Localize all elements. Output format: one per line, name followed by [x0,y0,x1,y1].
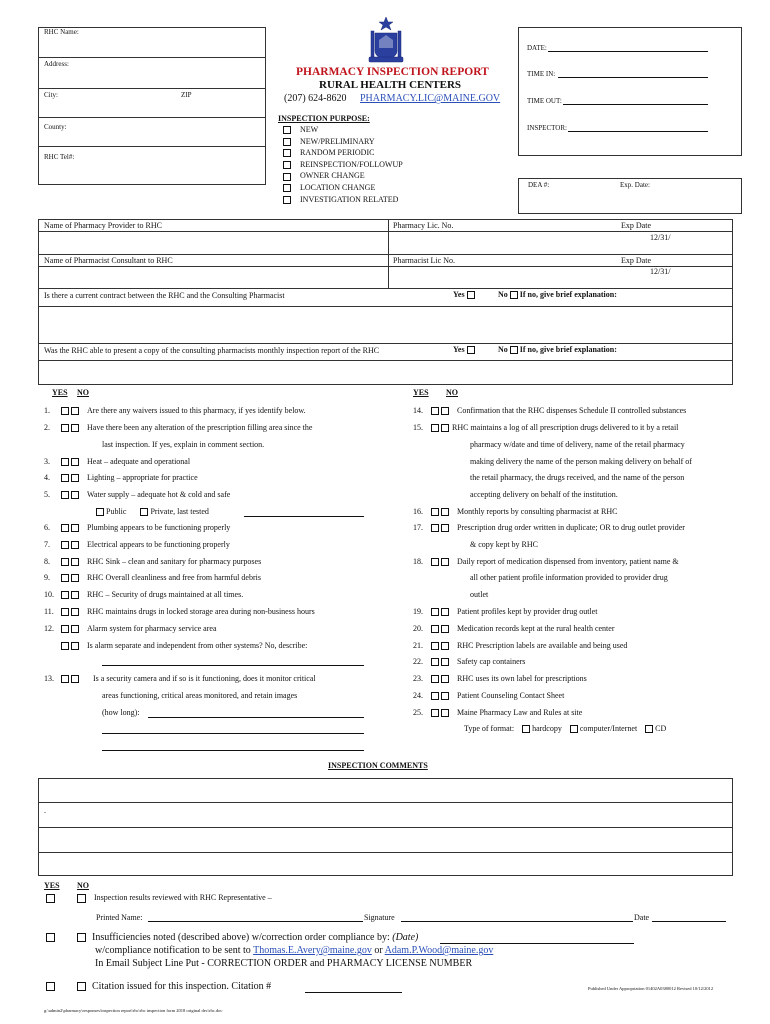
purpose-option[interactable]: NEW/PRELIMINARY [283,137,403,149]
checkbox[interactable] [61,558,69,566]
format-row: Type of format: hardcopy computer/Internet CD [464,724,667,733]
checkbox[interactable] [61,574,69,582]
checkbox[interactable] [431,524,439,532]
checkbox[interactable] [522,725,530,733]
exp-date-value[interactable]: 12/31/ [650,233,671,242]
checkbox[interactable] [71,474,79,482]
dea-label: DEA #: [528,181,550,189]
email-link[interactable]: Thomas.E.Avery@maine.gov [253,945,372,956]
yes-header-footer: YES [44,881,60,890]
checkbox[interactable] [441,675,449,683]
checkbox[interactable] [441,407,449,415]
report-no[interactable]: No If no, give brief explanation: [498,345,617,354]
pharmacy-lic-label: Pharmacy Lic. No. [393,221,454,230]
checklist-item-25: 25. Maine Pharmacy Law and Rules at site [413,708,583,717]
report-subtitle: RURAL HEALTH CENTERS [319,79,462,91]
checkbox[interactable] [77,894,86,903]
checkbox[interactable] [283,184,291,192]
checklist-item-20: 20. Medication records kept at the rural health center [413,624,615,633]
contract-question: Is there a current contract between the RHC and the Consulting Pharmacist [44,291,285,300]
maine-seal-logo [366,16,406,64]
no-header-footer: NO [77,881,89,890]
checklist-item-5: 5. Water supply – adequate hot & cold and safe [44,490,231,499]
exp-date-label: Exp Date [621,221,651,230]
published-note: Published Under Appropriation 01402A0380012 Revised 10/12/2012 [588,986,714,991]
checklist-item-23: 23. RHC uses its own label for prescriptions [413,674,587,683]
checklist-item-15-cont: accepting delivery on behalf of the institution. [470,490,618,499]
checkbox[interactable] [71,524,79,532]
checkbox[interactable] [46,933,55,942]
checkbox[interactable] [61,424,69,432]
checkbox[interactable] [46,982,55,991]
checklist-item-17: 17. Prescription drug order written in duplicate; OR to drug outlet provider [413,523,685,532]
checkbox[interactable] [61,474,69,482]
checkbox[interactable] [441,508,449,516]
checkbox[interactable] [71,558,79,566]
checkbox[interactable] [61,591,69,599]
purpose-options [283,125,403,206]
checkbox[interactable] [283,126,291,134]
checkbox[interactable] [431,558,439,566]
provider-label: Name of Pharmacy Provider to RHC [44,221,162,230]
rhc-info-box [38,27,266,185]
city-label: City: [44,91,59,99]
checkbox[interactable] [71,625,79,633]
checklist-item-16: 16. Monthly reports by consulting pharmacist at RHC [413,507,618,516]
printed-name-label: Printed Name: [96,913,143,922]
checkbox[interactable] [570,725,578,733]
date-label: Date [634,913,650,922]
no-header-left: NO [77,388,89,397]
purpose-option[interactable]: LOCATION CHANGE [283,183,403,195]
checkbox[interactable] [441,642,449,650]
inspection-time-box [518,27,742,156]
checkbox[interactable] [441,709,449,717]
checklist-item-15-cont: the retail pharmacy, the drugs received, and the name of the person [470,473,685,482]
checklist-item-18-cont: all other patient profile information provided to provider drug [470,573,668,582]
checklist-item-18: 18. Daily report of medication dispensed from inventory, patient name & [413,557,679,566]
county-label: County: [44,123,67,131]
checklist-item-12b: Is alarm separate and independent from other systems? No, describe: [44,641,307,650]
citation-row: Citation issued for this inspection. Citation # [46,981,271,992]
checkbox[interactable] [645,725,653,733]
purpose-heading: INSPECTION PURPOSE: [278,114,370,123]
checkbox[interactable] [441,692,449,700]
checkbox[interactable] [77,982,86,991]
checkbox[interactable] [441,625,449,633]
checkbox[interactable] [441,524,449,532]
checkbox[interactable] [431,625,439,633]
checkbox[interactable] [431,608,439,616]
checkbox[interactable] [61,458,69,466]
checklist-item-13-cont: areas functioning, critical areas monitored, and retain images [102,691,298,700]
contract-yes[interactable]: Yes [453,290,475,299]
checkbox[interactable] [283,149,291,157]
checkbox[interactable] [431,675,439,683]
checkbox[interactable] [510,291,518,299]
checkbox[interactable] [71,491,79,499]
checkbox[interactable] [61,608,69,616]
checkbox[interactable] [283,138,291,146]
checkbox[interactable] [71,458,79,466]
checkbox[interactable] [140,508,148,516]
checklist-item-10: 10. RHC – Security of drugs maintained at all times. [44,590,244,599]
checkbox[interactable] [283,161,291,169]
checkbox[interactable] [71,675,79,683]
checkbox[interactable] [71,574,79,582]
comments-dot: . [44,806,46,815]
checklist-item-13-cont: (how long): [102,708,140,717]
checkbox[interactable] [431,658,439,666]
date-label: DATE: [527,44,547,52]
consultant-label: Name of Pharmacist Consultant to RHC [44,256,173,265]
checkbox[interactable] [77,933,86,942]
checklist-item-24: 24. Patient Counseling Contact Sheet [413,691,565,700]
water-source: Public Private, last tested [96,507,209,516]
exp-date-label: Exp. Date: [620,181,650,189]
checkbox[interactable] [441,658,449,666]
pharmacist-lic-label: Pharmacist Lic No. [393,256,455,265]
checklist-item-2-cont: last inspection. If yes, explain in comment section. [102,440,265,449]
yes-header-right: YES [413,388,429,397]
checkbox[interactable] [46,894,55,903]
checkbox[interactable] [283,173,291,181]
comments-heading: INSPECTION COMMENTS [328,761,428,770]
purpose-option[interactable]: RANDOM PERIODIC [283,148,403,160]
signature-label: Signature [364,913,395,922]
checklist-item-22: 22. Safety cap containers [413,657,526,666]
checkbox[interactable] [431,709,439,717]
checkbox[interactable] [71,642,79,650]
checklist-item-18-cont: outlet [470,590,489,599]
checkbox[interactable] [61,491,69,499]
checkbox[interactable] [71,591,79,599]
checklist-item-7: 7. Electrical appears to be functioning properly [44,540,230,549]
purpose-option[interactable]: REINSPECTION/FOLLOWUP [283,160,403,172]
exp-date-label: Exp Date [621,256,651,265]
no-header-right: NO [446,388,458,397]
checklist-item-9: 9. RHC Overall cleanliness and free from harmful debris [44,573,261,582]
checkbox[interactable] [71,424,79,432]
rhc-name-label: RHC Name: [44,28,79,36]
email-link[interactable]: Adam.P.Wood@maine.gov [384,945,494,956]
time-out-label: TIME OUT: [527,97,562,105]
time-in-label: TIME IN: [527,70,556,78]
checklist-item-3: 3. Heat – adequate and operational [44,457,191,466]
checklist-item-6: 6. Plumbing appears to be functioning properly [44,523,231,532]
checkbox[interactable] [61,625,69,633]
checklist-item-17-cont: & copy kept by RHC [470,540,538,549]
yes-header-left: YES [52,388,68,397]
compliance-notification: w/compliance notification to be sent to Thomas.E.Avery@maine.gov or Adam.P.Wood@maine.gov [95,945,494,956]
checkbox[interactable] [467,346,475,354]
checkbox[interactable] [467,291,475,299]
report-yes[interactable]: Yes [453,345,475,354]
checklist-item-4: 4. Lighting – appropriate for practice [44,473,198,482]
checkbox[interactable] [61,642,69,650]
checkbox[interactable] [61,675,69,683]
tel-label: RHC Tel#: [44,153,75,161]
checklist-item-11: 11. RHC maintains drugs in locked storage area during non-business hours [44,607,315,616]
checkbox[interactable] [510,346,518,354]
checkbox[interactable] [283,196,291,204]
checkbox[interactable] [71,407,79,415]
checkbox[interactable] [61,524,69,532]
checkbox[interactable] [431,407,439,415]
checklist-item-13: 13. Is a security camera and if so is it functioning, does it monitor critical [44,674,316,683]
checkbox[interactable] [431,508,439,516]
checklist-item-15-cont: making delivery the name of the person making delivery on behalf of [470,457,692,466]
checkbox[interactable] [61,407,69,415]
checkbox[interactable] [441,608,449,616]
checklist-item-8: 8. RHC Sink – clean and sanitary for pharmacy purposes [44,557,262,566]
checklist-item-21: 21. RHC Prescription labels are available and being used [413,641,628,650]
checkbox[interactable] [61,541,69,549]
contract-no[interactable]: No If no, give brief explanation: [498,290,617,299]
checkbox[interactable] [441,558,449,566]
checklist-item-2: 2. Have there been any alteration of the prescription filling area since the [44,423,313,432]
insufficiencies-row: Insufficiencies noted (described above) w/correction order compliance by: (Date) [46,932,418,943]
file-path: g:\admin2\pharmacy\responses\inspection report\rhc\rhc inspection form 2018 original dec\rhc.doc [44,1008,223,1013]
checklist-item-15: 15. RHC maintains a log of all prescription drugs delivered to it by a retail [413,423,679,432]
reviewed-row: Inspection results reviewed with RHC Representative – [46,893,272,903]
report-title: PHARMACY INSPECTION REPORT [296,66,489,78]
zip-label: ZIP [181,91,192,99]
checkbox[interactable] [431,692,439,700]
report-question: Was the RHC able to present a copy of the consulting pharmacists monthly inspection report of the RHC [44,346,380,355]
purpose-option[interactable]: NEW [283,125,403,137]
checklist-item-19: 19. Patient profiles kept by provider drug outlet [413,607,598,616]
email-subject-instruction: In Email Subject Line Put - CORRECTION ORDER and PHARMACY LICENSE NUMBER [95,958,473,969]
checkbox[interactable] [71,608,79,616]
checkbox[interactable] [431,424,439,432]
purpose-option[interactable]: INVESTIGATION RELATED [283,195,403,207]
phone-number: (207) 624-8620 [284,93,347,104]
checklist-item-14: 14. Confirmation that the RHC dispenses Schedule II controlled substances [413,406,687,415]
checkbox[interactable] [96,508,104,516]
exp-date-value[interactable]: 12/31/ [650,267,671,276]
pharmacy-email-link[interactable]: PHARMACY.LIC@MAINE.GOV [360,93,501,104]
checklist-item-15-cont: pharmacy w/date and time of delivery, name of the retail pharmacy [470,440,685,449]
checklist-item-1: 1. Are there any waivers issued to this pharmacy, if yes identify below. [44,406,306,415]
checklist-item-12: 12. Alarm system for pharmacy service area [44,624,217,633]
address-label: Address: [44,60,69,68]
checkbox[interactable] [71,541,79,549]
inspector-label: INSPECTOR: [527,124,567,132]
checkbox[interactable] [441,424,449,432]
purpose-option[interactable]: OWNER CHANGE [283,171,403,183]
checkbox[interactable] [431,642,439,650]
